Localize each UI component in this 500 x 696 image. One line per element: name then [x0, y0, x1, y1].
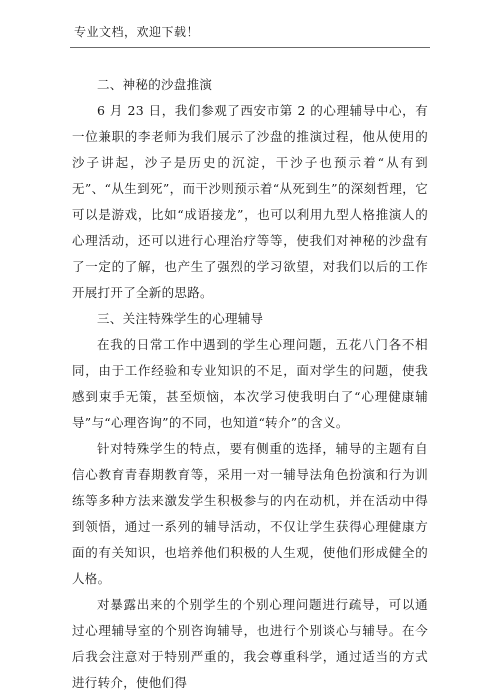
section-heading: 二、神秘的沙盘推演	[97, 77, 213, 92]
page-header-text: 专业文档，欢迎下载！	[74, 25, 200, 39]
body-paragraph: 对暴露出来的个别学生的个别心理问题进行疏导，可以通过心理辅导室的个别咨询辅导，也进行个别谈心与辅导。在今后我会注意对于特别严重的，我会尊重科学，通过适当的方式进行转介，使他们得	[72, 597, 428, 690]
body-paragraph: 在我的日常工作中遇到的学生心理问题，五花八门各不相同，由于工作经验和专业知识的不足，面对学生的问题，使我感到束手无策，甚至烦恼，本次学习使我明白了“心理健康辅导”与“心理咨询”的不同，也知道“转介”的含义。	[72, 337, 428, 430]
section-heading: 三、关注特殊学生的心理辅导	[97, 311, 264, 326]
document-body	[72, 72, 428, 696]
body-paragraph: 针对特殊学生的特点，要有侧重的选择，辅导的主题有自信心教育青春期教育等，采用一对一辅导法角色扮演和行为训练等多种方法来激发学生积极参与的内在动机，并在活动中得到领悟，通过一系列的辅导活动，不仅让学生获得心理健康方面的有关知识，也培养他们积极的人生观，使他们形成健全的人格。	[72, 441, 428, 586]
body-paragraph: 6 月 23 日，我们参观了西安市第 2 的心理辅导中心，有一位兼职的李老师为我们展示了沙盘的推演过程，他从使用的沙子讲起，沙子是历史的沉淀，干沙子也预示着“从有到无”、“从生到死”，而干沙则预示着“从死到生”的深刻哲理，它可以是游戏，比如“成语接龙”，也可以利用九型人格推演人的心理活动，还可以进行心理治疗等等，使我们对神秘的沙盘有了一定的了解，也产生了强烈的学习欲望，对我们以后的工作开展打开了全新的思路。	[72, 103, 428, 300]
header-divider	[70, 47, 430, 48]
